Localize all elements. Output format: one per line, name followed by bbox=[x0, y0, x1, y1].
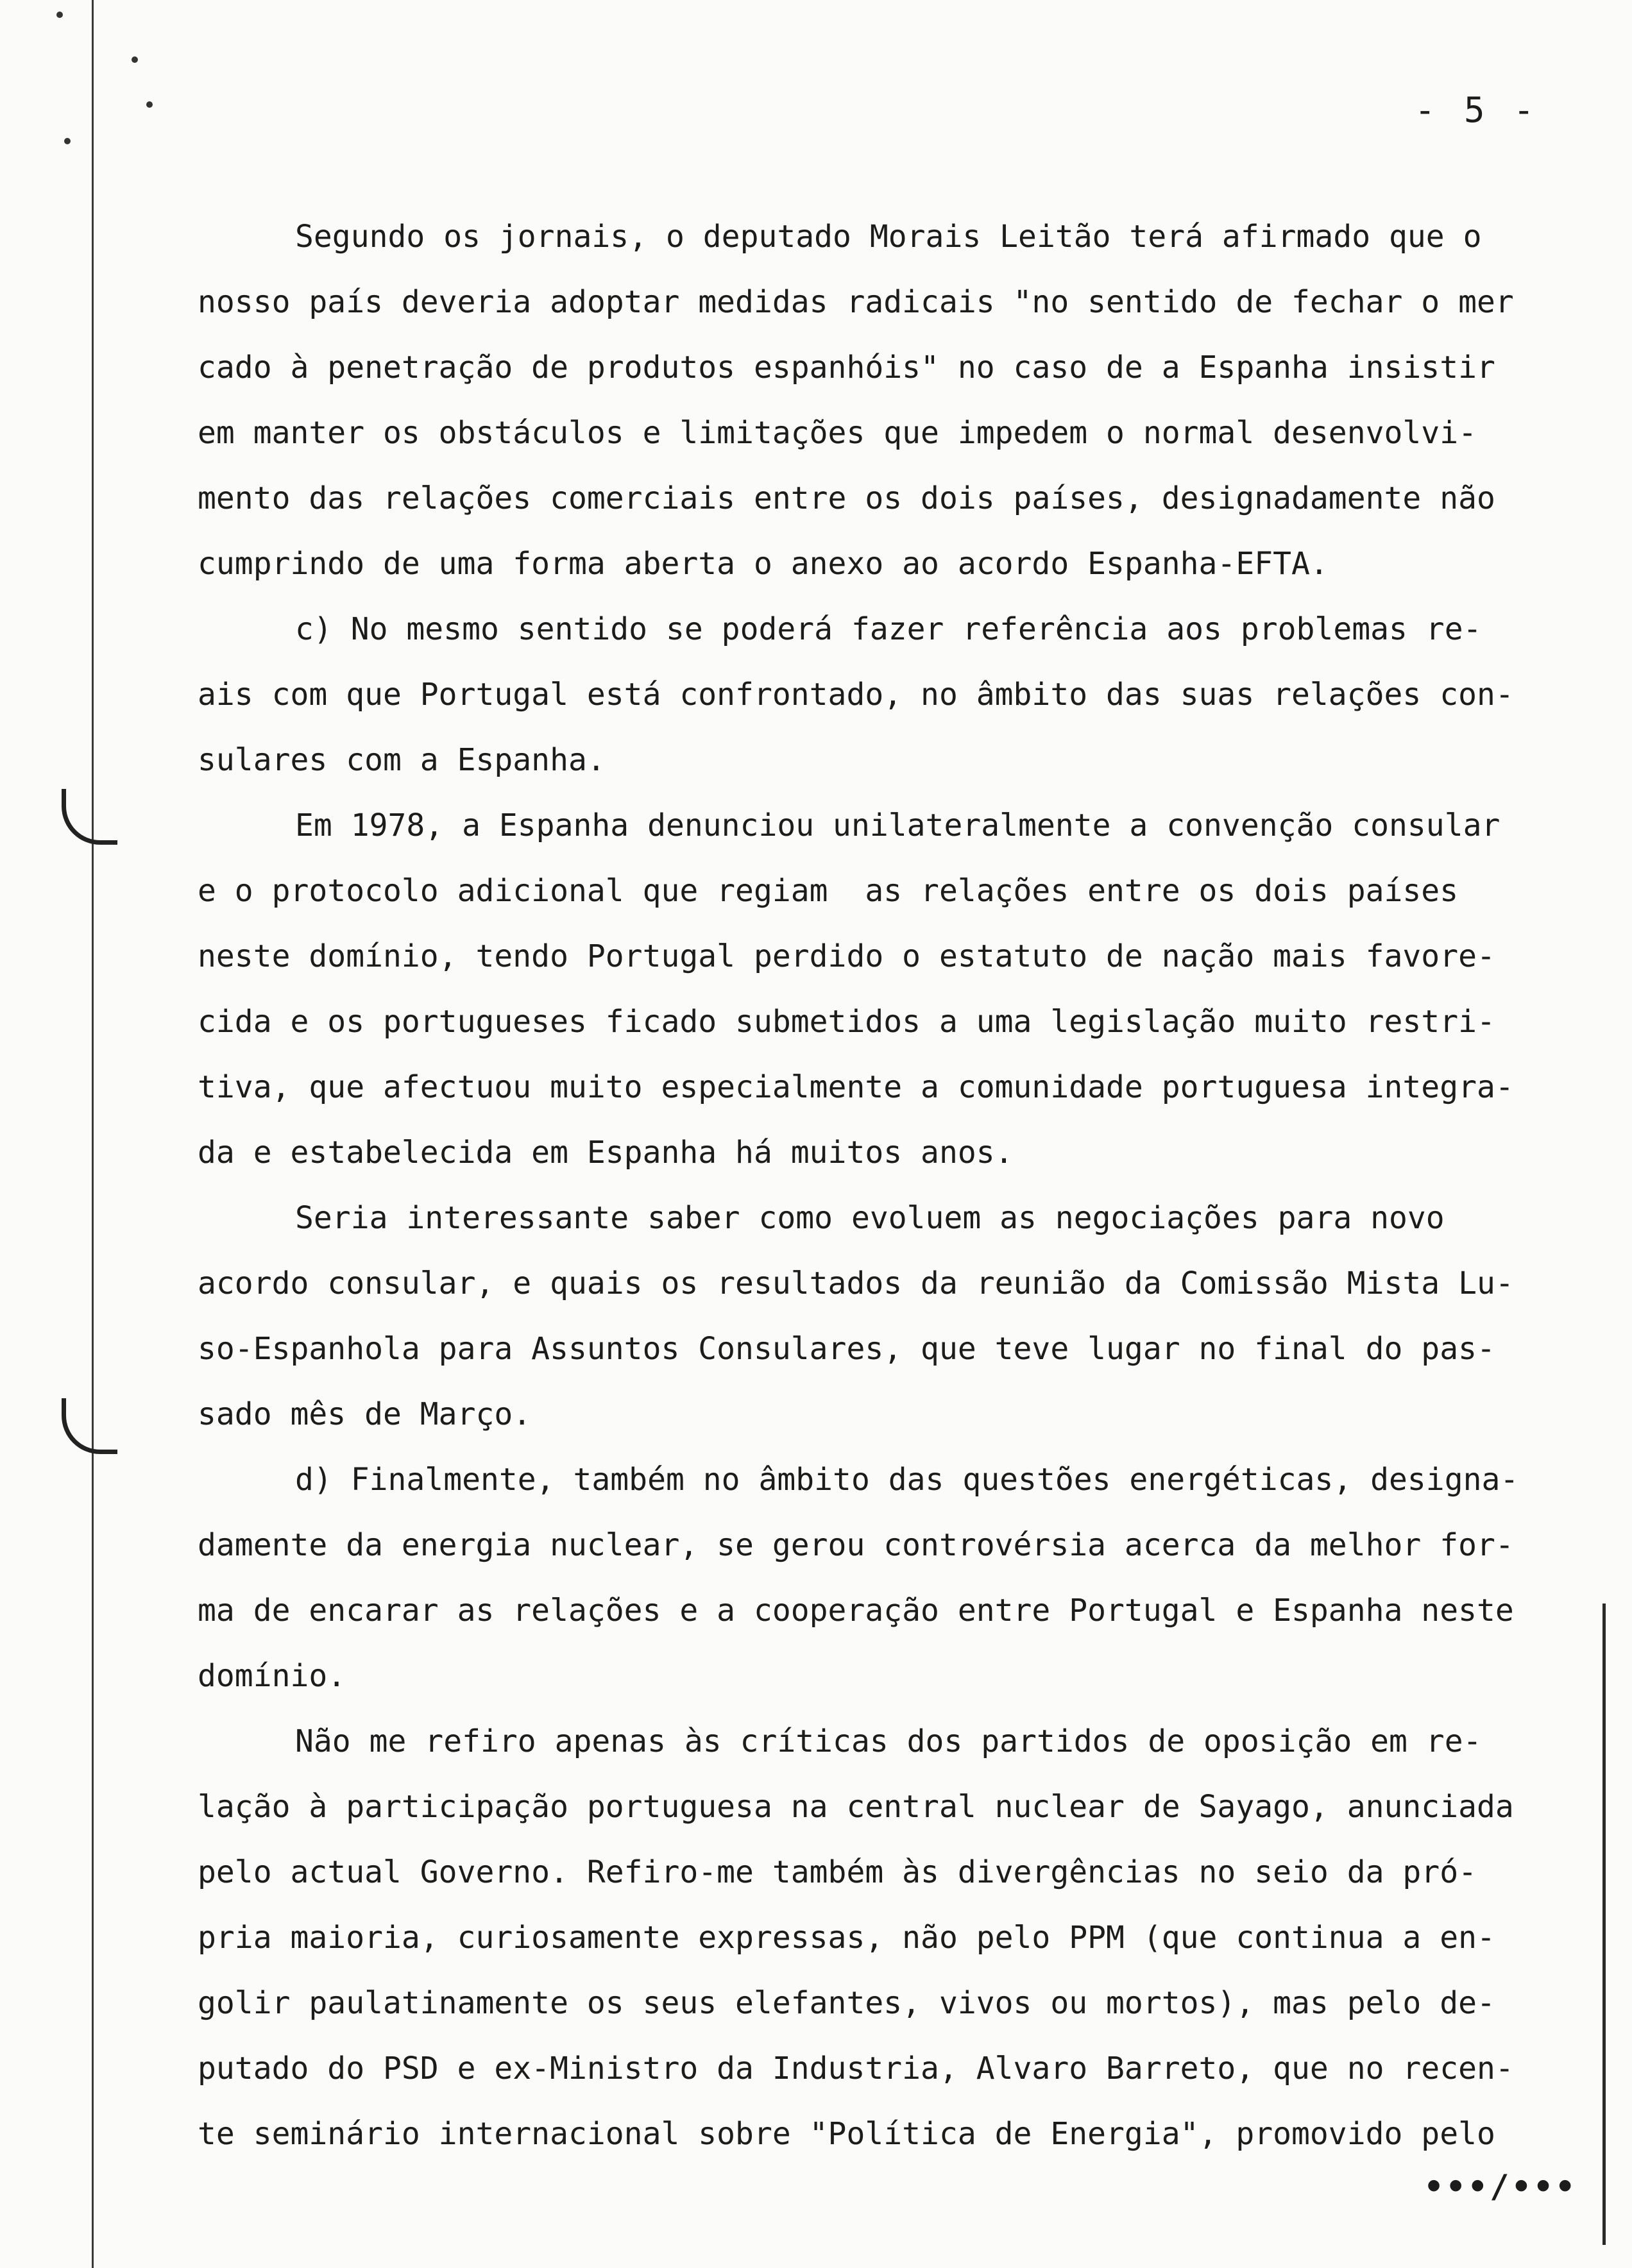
text-line: ma de encarar as relações e a cooperação entre Portugal e Espanha neste bbox=[198, 1593, 1514, 1629]
text-line: c) No mesmo sentido se poderá fazer referência aos problemas re- bbox=[295, 611, 1482, 647]
continuation-mark: •••/••• bbox=[1424, 2168, 1577, 2205]
text-line: sado mês de Março. bbox=[198, 1396, 532, 1432]
binder-hole-mark bbox=[62, 789, 117, 845]
text-line: lação à participação portuguesa na central nuclear de Sayago, anunciada bbox=[198, 1789, 1514, 1825]
text-line: Seria interessante saber como evoluem as negociações para novo bbox=[295, 1200, 1445, 1236]
speck bbox=[56, 12, 63, 18]
text-line: putado do PSD e ex-Ministro da Industria, Alvaro Barreto, que no recen- bbox=[198, 2051, 1514, 2086]
text-line: ais com que Portugal está confrontado, no âmbito das suas relações con- bbox=[198, 677, 1514, 713]
text-line: golir paulatinamente os seus elefantes, vivos ou mortos), mas pelo de- bbox=[198, 1985, 1495, 2021]
text-line: cida e os portugueses ficado submetidos a uma legislação muito restri- bbox=[198, 1004, 1495, 1040]
text-line: damente da energia nuclear, se gerou controvérsia acerca da melhor for- bbox=[198, 1527, 1514, 1563]
text-line: cado à penetração de produtos espanhóis" no caso de a Espanha insistir bbox=[198, 350, 1495, 385]
text-line: em manter os obstáculos e limitações que impedem o normal desenvolvi- bbox=[198, 415, 1477, 451]
binder-hole-mark bbox=[62, 1398, 117, 1454]
speck bbox=[64, 138, 71, 144]
text-line: e o protocolo adicional que regiam as relações entre os dois países bbox=[198, 873, 1459, 909]
text-line: pelo actual Governo. Refiro-me também às divergências no seio da pró- bbox=[198, 1854, 1477, 1890]
text-line: cumprindo de uma forma aberta o anexo ao acordo Espanha-EFTA. bbox=[198, 546, 1329, 582]
text-line: sulares com a Espanha. bbox=[198, 742, 606, 778]
text-line: domínio. bbox=[198, 1658, 346, 1694]
speck bbox=[146, 101, 153, 108]
text-line: Em 1978, a Espanha denunciou unilateralmente a convenção consular bbox=[295, 808, 1500, 843]
text-line: pria maioria, curiosamente expressas, não pelo PPM (que continua a en- bbox=[198, 1920, 1495, 1956]
body-text bbox=[198, 204, 1583, 2167]
speck bbox=[132, 56, 138, 63]
text-line: mento das relações comerciais entre os dois países, designadamente não bbox=[198, 480, 1495, 516]
text-line: te seminário internacional sobre "Política de Energia", promovido pelo bbox=[198, 2116, 1495, 2152]
text-line: neste domínio, tendo Portugal perdido o estatuto de nação mais favore- bbox=[198, 938, 1495, 974]
text-line: nosso país deveria adoptar medidas radicais "no sentido de fechar o mer bbox=[198, 284, 1514, 320]
text-line: Segundo os jornais, o deputado Morais Leitão terá afirmado que o bbox=[295, 219, 1482, 255]
left-margin-rule bbox=[92, 0, 94, 2268]
right-page-edge bbox=[1602, 1604, 1606, 2245]
text-line: tiva, que afectuou muito especialmente a comunidade portuguesa integra- bbox=[198, 1069, 1514, 1105]
text-line: d) Finalmente, também no âmbito das questões energéticas, designa- bbox=[295, 1462, 1519, 1498]
text-line: acordo consular, e quais os resultados da reunião da Comissão Mista Lu- bbox=[198, 1265, 1514, 1301]
text-line: Não me refiro apenas às críticas dos partidos de oposição em re- bbox=[295, 1723, 1482, 1759]
text-line: so-Espanhola para Assuntos Consulares, que teve lugar no final do pas- bbox=[198, 1331, 1495, 1367]
text-line: da e estabelecida em Espanha há muitos anos. bbox=[198, 1135, 1014, 1171]
page-number: - 5 - bbox=[1415, 90, 1538, 130]
